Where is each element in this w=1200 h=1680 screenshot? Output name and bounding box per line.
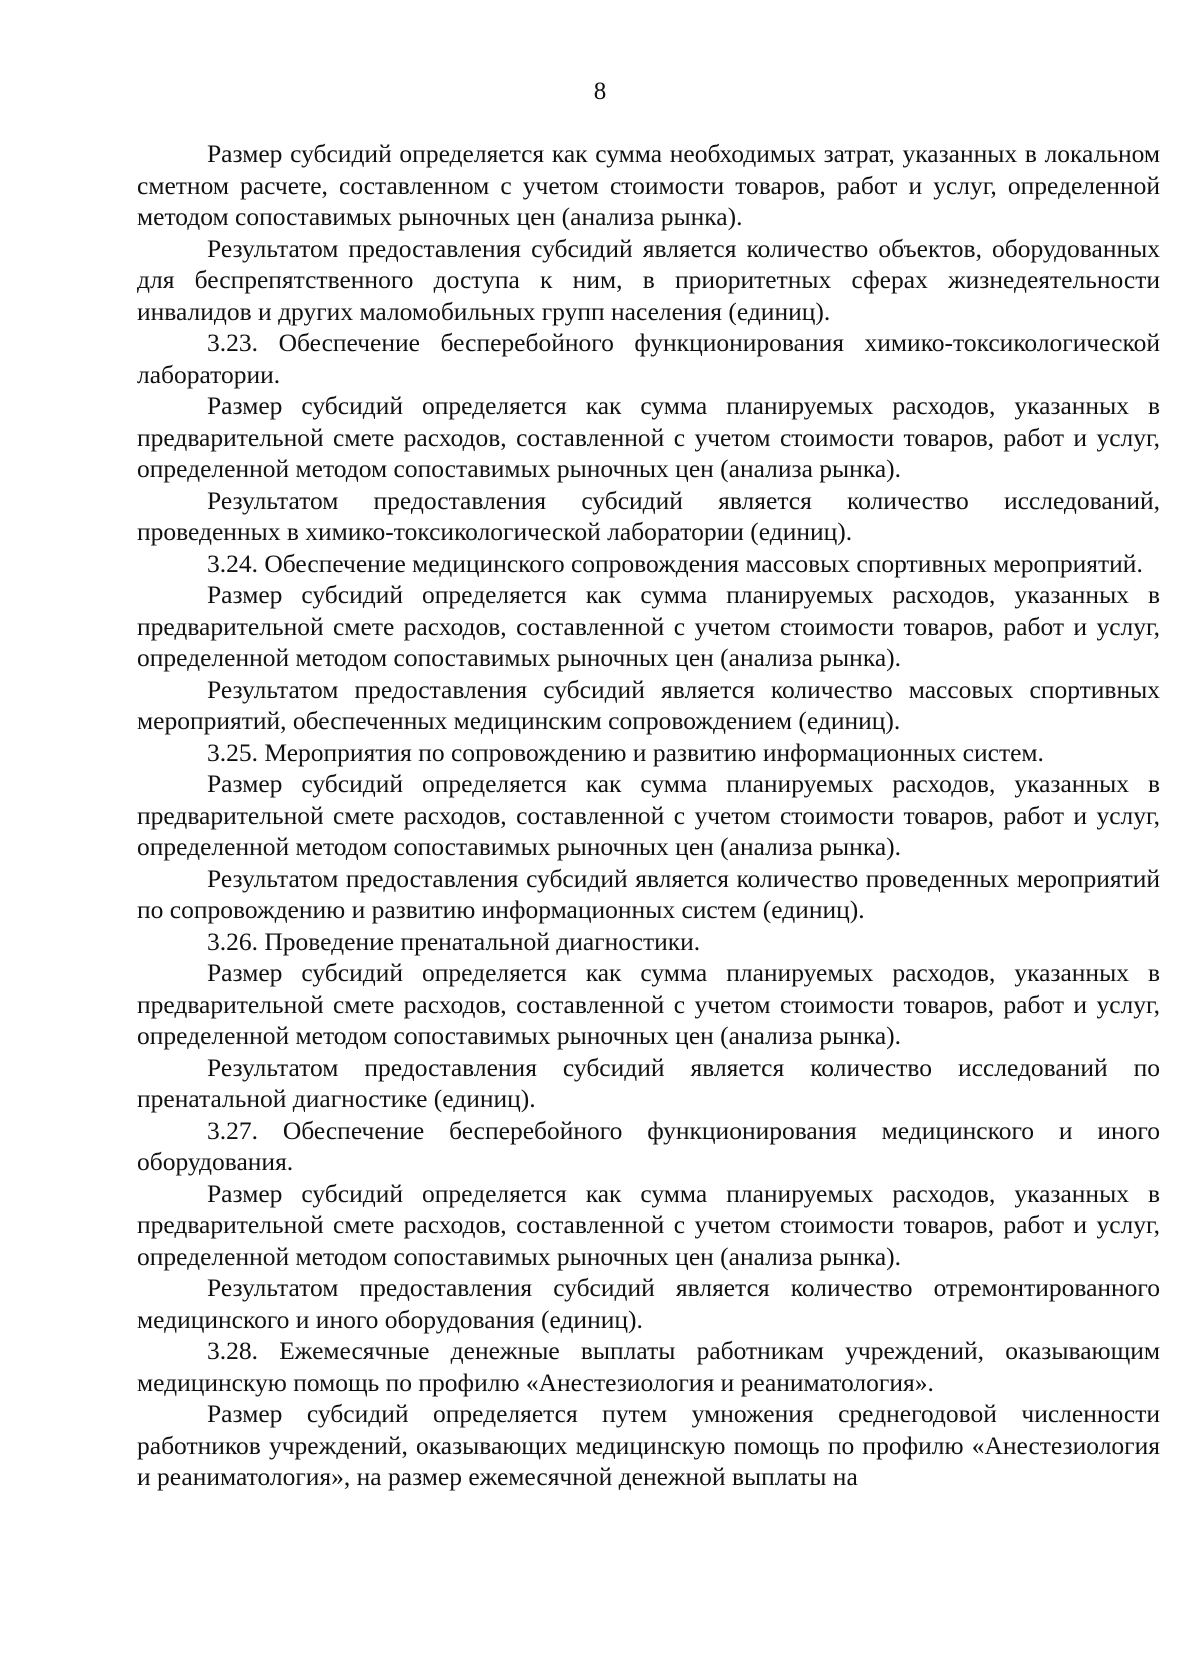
page-number: 8 (593, 78, 607, 105)
section-heading-3-27: 3.27. Обеспечение бесперебойного функционирования медицинского и иного оборудования. (137, 1115, 1160, 1176)
paragraph-subsidy-size-3-28: Размер субсидий определяется путем умножения среднегодовой численности работников учреждений, оказывающих медицинскую помощь по профилю «Анестезиология и реаниматология», на размер ежемесячной денежной выплаты на (137, 1399, 1160, 1491)
paragraph-subsidy-size-3-26: Размер субсидий определяется как сумма планируемых расходов, указанных в предварительной смете расходов, составленной с учетом стоимости товаров, работ и услуг, определенной методом сопоставимых рыночных цен (анализа рынка). (137, 958, 1160, 1050)
section-heading-3-26: 3.26. Проведение пренатальной диагностики. (207, 926, 701, 956)
paragraph-result-3-25: Результатом предоставления субсидий является количество проведенных мероприятий по сопровождению и развитию информационных систем (единиц). (137, 863, 1160, 924)
section-heading-3-24: 3.24. Обеспечение медицинского сопровождения массовых спортивных мероприятий. (207, 548, 1143, 578)
paragraph-result-3-27: Результатом предоставления субсидий является количество отремонтированного медицинского и иного оборудования (единиц). (137, 1273, 1160, 1334)
paragraph-subsidy-size-3-25: Размер субсидий определяется как сумма планируемых расходов, указанных в предварительной смете расходов, составленной с учетом стоимости товаров, работ и услуг, определенной методом сопоставимых рыночных цен (анализа рынка). (137, 769, 1160, 861)
paragraph-result-accessible-objects: Результатом предоставления субсидий является количество объектов, оборудованных для беспрепятственного доступа к ним, в приоритетных сферах жизнедеятельности инвалидов и других маломобильных групп населения (единиц). (137, 233, 1160, 326)
paragraph-subsidy-size-local-estimate: Размер субсидий определяется как сумма необходимых затрат, указанных в локальном сметном расчете, составленном с учетом стоимости товаров, работ и услуг, определенной методом сопоставимых рыночных цен (анализа рынка). (137, 139, 1160, 231)
document-body (137, 138, 1160, 1493)
paragraph-result-3-23: Результатом предоставления субсидий является количество исследований, проведенных в химико-токсикологической лаборатории (единиц). (137, 485, 1160, 546)
section-heading-3-28: 3.28. Ежемесячные денежные выплаты работникам учреждений, оказывающим медицинскую помощь по профилю «Анестезиология и реаниматология». (137, 1336, 1160, 1397)
paragraph-subsidy-size-3-23: Размер субсидий определяется как сумма планируемых расходов, указанных в предварительной смете расходов, составленной с учетом стоимости товаров, работ и услуг, определенной методом сопоставимых рыночных цен (анализа рынка). (137, 391, 1160, 483)
section-heading-3-23: 3.23. Обеспечение бесперебойного функционирования химико-токсикологической лаборатории. (137, 328, 1160, 389)
paragraph-subsidy-size-3-24: Размер субсидий определяется как сумма планируемых расходов, указанных в предварительной смете расходов, составленной с учетом стоимости товаров, работ и услуг, определенной методом сопоставимых рыночных цен (анализа рынка). (137, 580, 1160, 672)
section-heading-3-25: 3.25. Мероприятия по сопровождению и развитию информационных систем. (207, 737, 1044, 767)
paragraph-result-3-24: Результатом предоставления субсидий является количество массовых спортивных мероприятий, обеспеченных медицинским сопровождением (единиц). (137, 674, 1160, 735)
paragraph-result-3-26: Результатом предоставления субсидий является количество исследований по пренатальной диагностике (единиц). (137, 1052, 1160, 1113)
paragraph-subsidy-size-3-27: Размер субсидий определяется как сумма планируемых расходов, указанных в предварительной смете расходов, составленной с учетом стоимости товаров, работ и услуг, определенной методом сопоставимых рыночных цен (анализа рынка). (137, 1178, 1160, 1271)
